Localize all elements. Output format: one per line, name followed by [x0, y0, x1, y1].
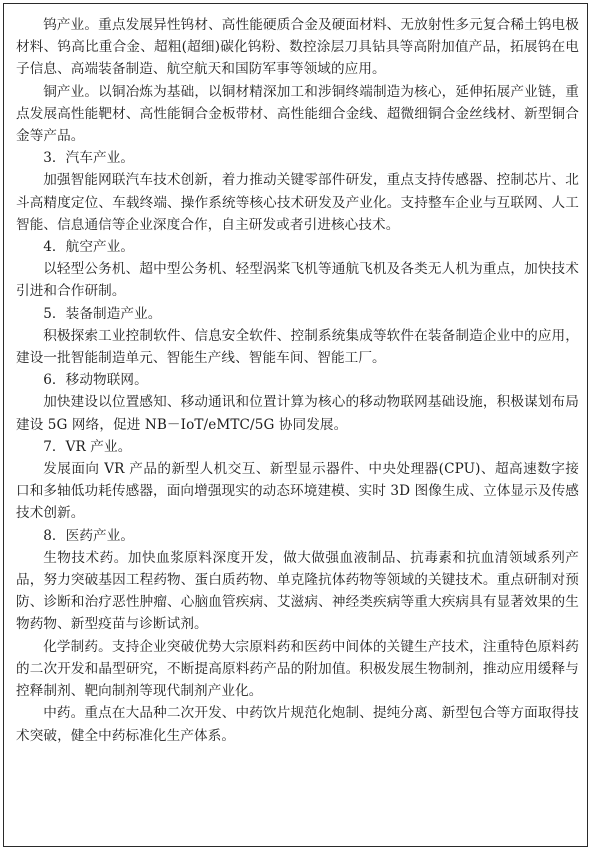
heading-aviation-industry: 4．航空产业。 [43, 239, 135, 256]
paragraph-vr-industry: 发展面向 VR 产品的新型人机交互、新型显示器件、中央处理器(CPU)、超高速数字接口和多轴低功耗传感器，面向增强现实的动态环境建模、实时 3D 图像生成、立体显示及传感技术创新。 [16, 461, 579, 522]
document-page [3, 3, 588, 847]
paragraph-automobile-industry: 加强智能网联汽车技术创新，着力推动关键零部件研发，重点支持传感器、控制芯片、北斗高精度定位、车载终端、操作系统等核心技术研发及产业化。支持整车企业与互联网、人工智能、信息通信等企业深度合作，自主研发或者引进核心技术。 [16, 172, 579, 233]
paragraph-equipment-manufacturing: 积极探索工业控制软件、信息安全软件、控制系统集成等软件在装备制造企业中的应用，建设一批智能制造单元、智能生产线、智能车间、智能工厂。 [16, 327, 579, 367]
document-body [16, 14, 579, 747]
paragraph-tungsten-industry: 钨产业。重点发展异性钨材、高性能硬质合金及硬面材料、无放射性多元复合稀土钨电极材料、钨高比重合金、超粗(超细)碳化钨粉、数控涂层刀具钻具等高附加值产品，拓展钨在电子信息、高端装备制造、航空航天和国防军事等领域的应用。 [16, 17, 579, 78]
paragraph-chemical-pharmaceuticals: 化学制药。支持企业突破优势大宗原料药和医药中间体的关键生产技术，注重特色原料药的二次开发和晶型研究，不断提高原料药产品的附加值。积极发展生物制剂，推动应用缓释与控释制剂、靶向制剂等现代制剂产业化。 [16, 638, 579, 700]
paragraph-traditional-chinese-medicine: 中药。重点在大品种二次开发、中药饮片规范化炮制、提纯分离、新型包合等方面取得技术突破，健全中药标准化生产体系。 [16, 705, 579, 744]
paragraph-mobile-iot: 加快建设以位置感知、移动通讯和位置计算为核心的移动物联网基础设施，积极谋划布局建设 5G 网络，促进 NB－IoT/eMTC/5G 协同发展。 [16, 394, 579, 433]
heading-vr-industry: 7．VR 产业。 [43, 438, 132, 455]
paragraph-aviation-industry: 以轻型公务机、超中型公务机、轻型涡桨飞机等通航飞机及各类无人机为重点，加快技术引进和合作研制。 [16, 261, 579, 300]
paragraph-copper-industry: 铜产业。以铜冶炼为基础，以铜材精深加工和涉铜终端制造为核心，延伸拓展产业链，重点发展高性能靶材、高性能铜合金板带材、高性能细合金线、超微细铜合金丝线材、新型铜合金等产品。 [16, 83, 579, 145]
paragraph-biotech-drugs: 生物技术药。加快血浆原料深度开发，做大做强血液制品、抗毒素和抗血清领域系列产品，努力突破基因工程药物、蛋白质药物、单克隆抗体药物等领域的关键技术。重点研制对预防、诊断和治疗恶性肿瘤、心脑血管疾病、艾滋病、神经类疾病等重大疾病具有显著效果的生物药物、新型疫苗与诊断试剂。 [16, 549, 579, 633]
heading-pharmaceutical-industry: 8．医药产业。 [43, 527, 135, 544]
heading-automobile-industry: 3．汽车产业。 [43, 150, 135, 167]
heading-equipment-manufacturing: 5．装备制造产业。 [43, 305, 162, 322]
heading-mobile-iot: 6．移动物联网。 [43, 372, 148, 389]
